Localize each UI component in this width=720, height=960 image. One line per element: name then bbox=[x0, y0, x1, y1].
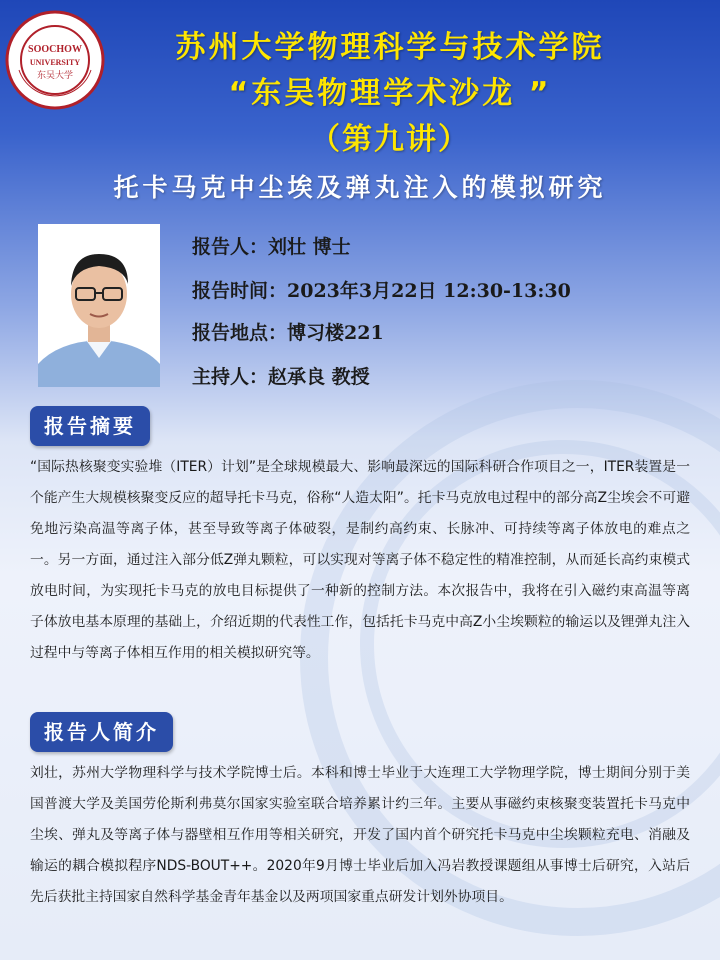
svg-text:UNIVERSITY: UNIVERSITY bbox=[29, 58, 81, 67]
speaker-photo bbox=[38, 224, 160, 387]
time-info: 报告时间：2023年3月22日 12:30-13:30 bbox=[192, 280, 571, 302]
place-info: 报告地点：博习楼221 bbox=[192, 322, 384, 344]
host-info: 主持人：赵承良 教授 bbox=[192, 366, 370, 388]
bio-heading: 报告人简介 bbox=[30, 712, 173, 752]
abstract-text: “国际热核聚变实验堆（ITER）计划”是全球规模最大、影响最深远的国际科研合作项目之一，ITER装置是一个能产生大规模核聚变反应的超导托卡马克，俗称“人造太阳”。托卡马克放电过程中的部分高Z尘埃会不可避免地污染高温等离子体，甚至导致等离子体破裂，是制约高约束、长脉冲、可持续等离子体放电的难点之一。另一方面，通过注入部分低Z弹丸颗粒，可以实现对等离子体不稳定性的精准控制，从而延长高约束模式放电时间，为实现托卡马克的放电目标提供了一种新的控制方法。本次报告中，我将在引入磁约束高温等离子体放电基本原理的基础上，介绍近期的代表性工作，包括托卡马克中高Z小尘埃颗粒的输运以及锂弹丸注入过程中与等离子体相互作用的相关模拟研究等。 bbox=[30, 459, 690, 661]
abstract-heading: 报告摘要 bbox=[30, 406, 150, 446]
bio-text: 刘壮，苏州大学物理科学与技术学院博士后。本科和博士毕业于大连理工大学物理学院，博士期间分别于美国普渡大学及美国劳伦斯利弗莫尔国家实验室联合培养累计约三年。主要从事磁约束核聚变装置托卡马克中尘埃、弹丸及等离子体与器壁相互作用等相关研究，开发了国内首个研究托卡马克中尘埃颗粒充电、消融及输运的耦合模拟程序NDS-BOUT++。2020年9月博士毕业后加入冯岩教授课题组从事博士后研究，入站后先后获批主持国家自然科学基金青年基金以及两项国家重点研发计划外协项目。 bbox=[30, 765, 690, 905]
header-line-3: （第九讲） bbox=[310, 122, 470, 157]
talk-topic: 托卡马克中尘埃及弹丸注入的模拟研究 bbox=[113, 173, 607, 202]
svg-text:东吴大学: 东吴大学 bbox=[36, 71, 74, 81]
speaker-info: 报告人：刘壮 博士 bbox=[192, 236, 351, 258]
header-line-2: “东吴物理学术沙龙 ” bbox=[228, 76, 552, 111]
header-line-1: 苏州大学物理科学与技术学院 bbox=[175, 30, 605, 65]
svg-text:SOOCHOW: SOOCHOW bbox=[28, 44, 82, 55]
